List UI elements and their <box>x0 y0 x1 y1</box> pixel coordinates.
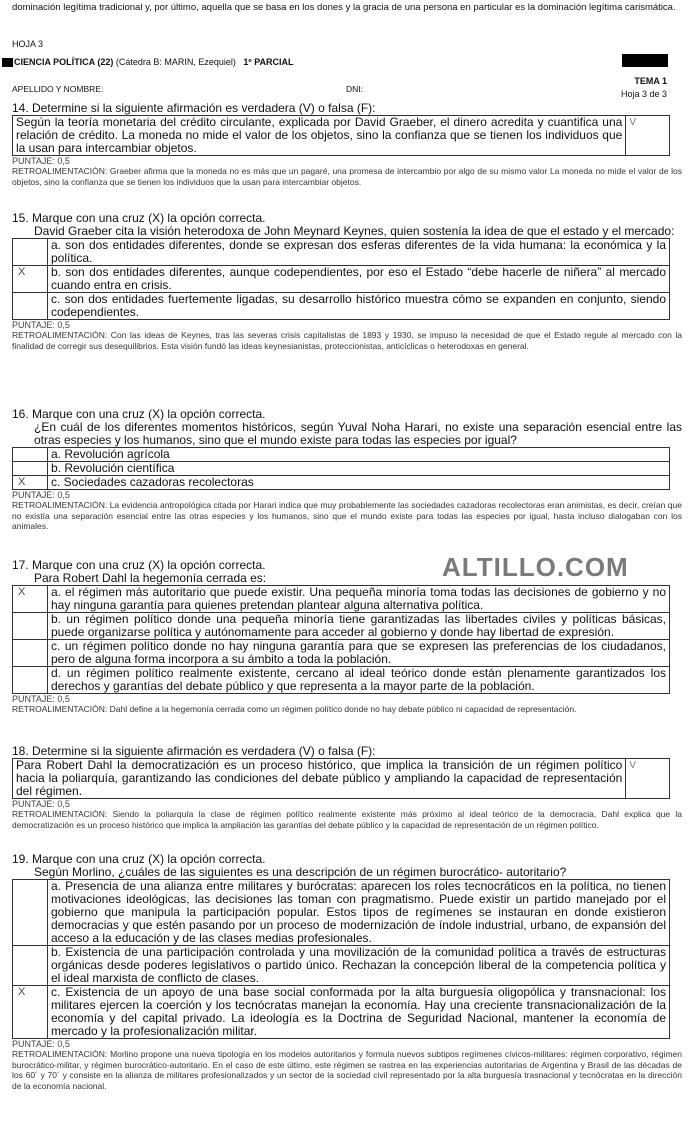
question-19 <box>12 853 682 1091</box>
retroalimentacion: RETROALIMENTACIÓN: Graeber afirma que la moneda no es más que un pagaré, una promesa de intercambio por algo de su mismo valor La moneda no mide el valor de los objetos, sino la confianza que se tienen los individuos que la usan para intercambiar objetos. <box>12 166 682 187</box>
option-mark[interactable] <box>13 448 48 462</box>
option-row[interactable] <box>13 293 670 320</box>
puntaje: PUNTAJE: 0,5 <box>12 694 70 704</box>
option-row[interactable] <box>13 586 670 613</box>
retroalimentacion: RETROALIMENTACIÓN: Siendo la poliarquía la clase de régimen político realmente existente más próximo al ideal teórico de la democracia, Dahl explica que la democratización es un proceso histórico que implica la ampliación las garantías del debate público y la capacidad de representación de un régimen político. <box>12 809 682 830</box>
option-row[interactable] <box>13 613 670 640</box>
puntaje: PUNTAJE: 0,5 <box>12 156 70 166</box>
question-head: 18. Determine si la siguiente afirmación es verdadera (V) o falsa (F): <box>12 744 376 758</box>
option-text: c. un régimen político donde no hay ninguna garantía para que se expresen las preferencias de los ciudadanos, pero de alguna forma incorpora a su ámbito a toda la población. <box>48 640 670 667</box>
options-table <box>12 447 670 490</box>
options-table <box>12 879 670 1039</box>
puntaje: PUNTAJE: 0,5 <box>12 320 70 330</box>
tf-table <box>12 115 670 156</box>
option-text: b. Revolución científica <box>48 462 670 476</box>
question-sub: Según Morlino, ¿cuáles de las siguientes es una descripción de un régimen burocrático- autoritario? <box>34 865 567 879</box>
black-square-icon <box>2 58 13 67</box>
option-text: b. son dos entidades diferentes, aunque codependientes, por eso el Estado “debe hacerle de niñera” al mercado cuando entra en crisis. <box>48 266 670 293</box>
retroalimentacion: RETROALIMENTACIÓN: Con las ideas de Keynes, tras las severas crisis capitalistas de 1893 y 1930, se impuso la necesidad de que el Estado regule al mercado con la finalidad de corregir sus desequilibrios. Esta visión fundó las ideas keynesianistas, proteccionistas, anticíclicas o heterodoxas en general. <box>12 330 682 351</box>
option-row[interactable] <box>13 266 670 293</box>
tf-answer: V <box>626 759 670 799</box>
course-catedra: (Cátedra B: MARIN, Ezequiel) <box>115 57 236 67</box>
option-row[interactable] <box>13 239 670 266</box>
question-head: 17. Marque con una cruz (X) la opción correcta. <box>12 558 266 572</box>
option-row[interactable] <box>13 667 670 694</box>
apellido-label: APELLIDO Y NOMBRE: <box>12 84 104 94</box>
retroalimentacion: RETROALIMENTACIÓN: Dahl define a la hegemonía cerrada como un régimen político donde no hay debate público ni capacidad de representación. <box>12 704 577 714</box>
options-table <box>12 585 670 694</box>
question-head: 19. Marque con una cruz (X) la opción correcta. <box>12 852 266 866</box>
question-16 <box>12 408 682 532</box>
hoja-label: HOJA 3 <box>12 39 44 49</box>
option-text: b. un régimen político donde una pequeña minoría tiene garantizadas las libertades civiles y políticas básicas, puede organizarse política y autónomamente para acceder al gobierno y donde hay libertad de expresión. <box>48 613 670 640</box>
question-17 <box>12 559 682 715</box>
option-text: a. el régimen más autoritario que puede existir. Una pequeña minoría toma todas las decisiones de gobierno y no hay ninguna garantía para quienes pretendan plantear alguna alternativa política. <box>48 586 670 613</box>
hoja-of-label: Hoja 3 de 3 <box>620 89 667 99</box>
option-mark[interactable]: X <box>13 266 48 293</box>
tf-table <box>12 758 670 799</box>
course-line <box>2 57 294 67</box>
retroalimentacion: RETROALIMENTACIÓN: Morlino propone una nueva tipología en los modelos autoritarios y formula nuevos subtipos regímenes cívicos-militares: régimen corporativo, régimen burocrático-militar, y régimen burocrático-autoritario. En el caso de este último, este régimen se rastrea en las experiencias autoritarias de Argentina y Brasil de las décadas de los 60´ y 70´ y consiste en la alianza de militares profesionalizados y un sector de la sociedad civil representado por la alta burguesía trasnacional y tecnócratas en la dirección de la economía nacional. <box>12 1049 682 1091</box>
option-row[interactable] <box>13 462 670 476</box>
tf-answer: V <box>626 116 670 156</box>
dni-label: DNI: <box>346 84 363 94</box>
option-mark[interactable] <box>13 880 48 946</box>
option-row[interactable] <box>13 476 670 490</box>
option-text: a. son dos entidades diferentes, donde se expresan dos esferas diferentes de la vida humana: la económica y la política. <box>48 239 670 266</box>
question-14 <box>12 102 682 187</box>
puntaje: PUNTAJE: 0,5 <box>12 799 70 809</box>
course-name: CIENCIA POLÍTICA (22) <box>14 57 114 67</box>
question-sub: Para Robert Dahl la hegemonía cerrada es: <box>34 571 267 585</box>
option-mark[interactable] <box>13 293 48 320</box>
question-head: 16. Marque con una cruz (X) la opción correcta. <box>12 407 266 421</box>
question-sub: ¿En cuál de los diferentes momentos históricos, según Yuval Noha Harari, no existe una separación esencial entre las otras especies y los humanos, sino que el mundo existe para todas las especies por igual? <box>34 420 682 447</box>
question-sub: David Graeber cita la visión heterodoxa de John Meynard Keynes, quien sostenía la idea de que el estado y el mercado: <box>34 224 675 238</box>
tf-statement: Según la teoría monetaria del crédito circulante, explicada por David Graeber, el dinero acredita y cuantifica una relación de crédito. La moneda no mide el valor de los objetos, sino la confianza que se tienen los individuos que la usan para intercambiar objetos. <box>13 116 626 156</box>
puntaje: PUNTAJE: 0,5 <box>12 490 70 500</box>
option-text: b. Existencia de una participación controlada y una movilización de la comunidad política a través de estructuras orgánicas desde poderes legislativos o partido único. Rechazan la concepción liberal de la competencia política y el ideal marxista de conflicto de clases. <box>48 946 670 986</box>
option-mark[interactable] <box>13 946 48 986</box>
option-mark[interactable] <box>13 640 48 667</box>
option-text: a. Presencia de una alianza entre militares y burócratas: aparecen los roles tecnocráticos en la política, no tienen motivaciones ideológicas, las decisiones las toman con pragmatismo. Puede existir un partido manejado por el gobierno que manipula la participación popular. Estos tipos de regímenes se instauran en donde existieron democracias y que estén pasando por un proceso de modernización de índole industrial, urbano, de expansión del acceso a la educación y de las clases medias profesionales. <box>48 880 670 946</box>
tf-statement: Para Robert Dahl la democratización es un proceso histórico, que implica la transición de un régimen político hacia la poliarquía, garantizando las condiciones del debate público y ampliando la capacidad de representación del régimen. <box>13 759 626 799</box>
option-text: d. un régimen político realmente existente, cercano al ideal teórico donde están plenamente garantizados los derechos y garantías del debate público y que representa a la mayor parte de la población. <box>48 667 670 694</box>
question-18 <box>12 745 682 830</box>
parcial-label: 1º PARCIAL <box>243 57 294 67</box>
option-row[interactable] <box>13 946 670 986</box>
retroalimentacion: RETROALIMENTACIÓN: La evidencia antropológica citada por Harari indica que muy probablemente las sociedades cazadoras recolectoras eran animistas, es decir, creían que no existía una separación esencial entre las otras especies y los humanos, sino que el mundo existe para todas las especies por igual, hasta incluso dialogaban con los animales. <box>12 500 682 531</box>
tema-label: TEMA 1 <box>634 76 667 86</box>
watermark: ALTILLO.COM <box>442 552 629 582</box>
option-mark[interactable]: X <box>13 586 48 613</box>
option-row[interactable] <box>13 448 670 462</box>
question-15 <box>12 212 682 351</box>
options-table <box>12 238 670 320</box>
option-mark[interactable] <box>13 667 48 694</box>
redaction-bar <box>622 54 668 67</box>
option-text: c. Existencia de un apoyo de una base social conformada por la alta burguesía oligopólica y transnacional: los militares ejercen la coerción y los tecnócratas manejan la economía. Hay una creciente transnacionalización de la economía y del capital privado. La ideología es la Doctrina de Seguridad Nacional, mantener la economía de mercado y la profesionalización militar. <box>48 986 670 1039</box>
intro-text: dominación legítima tradicional y, por último, aquella que se basa en los dones y la gracia de una persona en particular es la dominación legítima carismática. <box>12 2 676 13</box>
puntaje: PUNTAJE: 0,5 <box>12 1039 70 1049</box>
option-mark[interactable] <box>13 462 48 476</box>
option-text: c. Sociedades cazadoras recolectoras <box>48 476 670 490</box>
option-row[interactable] <box>13 986 670 1039</box>
question-head: 14. Determine si la siguiente afirmación es verdadera (V) o falsa (F): <box>12 101 376 115</box>
option-mark[interactable] <box>13 613 48 640</box>
option-row[interactable] <box>13 640 670 667</box>
option-text: a. Revolución agrícola <box>48 448 670 462</box>
option-mark[interactable] <box>13 239 48 266</box>
option-text: c. son dos entidades fuertemente ligadas, su desarrollo histórico muestra cómo se expanden en conjunto, siendo codependientes. <box>48 293 670 320</box>
option-row[interactable] <box>13 880 670 946</box>
option-mark[interactable]: X <box>13 476 48 490</box>
question-head: 15. Marque con una cruz (X) la opción correcta. <box>12 211 266 225</box>
option-mark[interactable]: X <box>13 986 48 1039</box>
